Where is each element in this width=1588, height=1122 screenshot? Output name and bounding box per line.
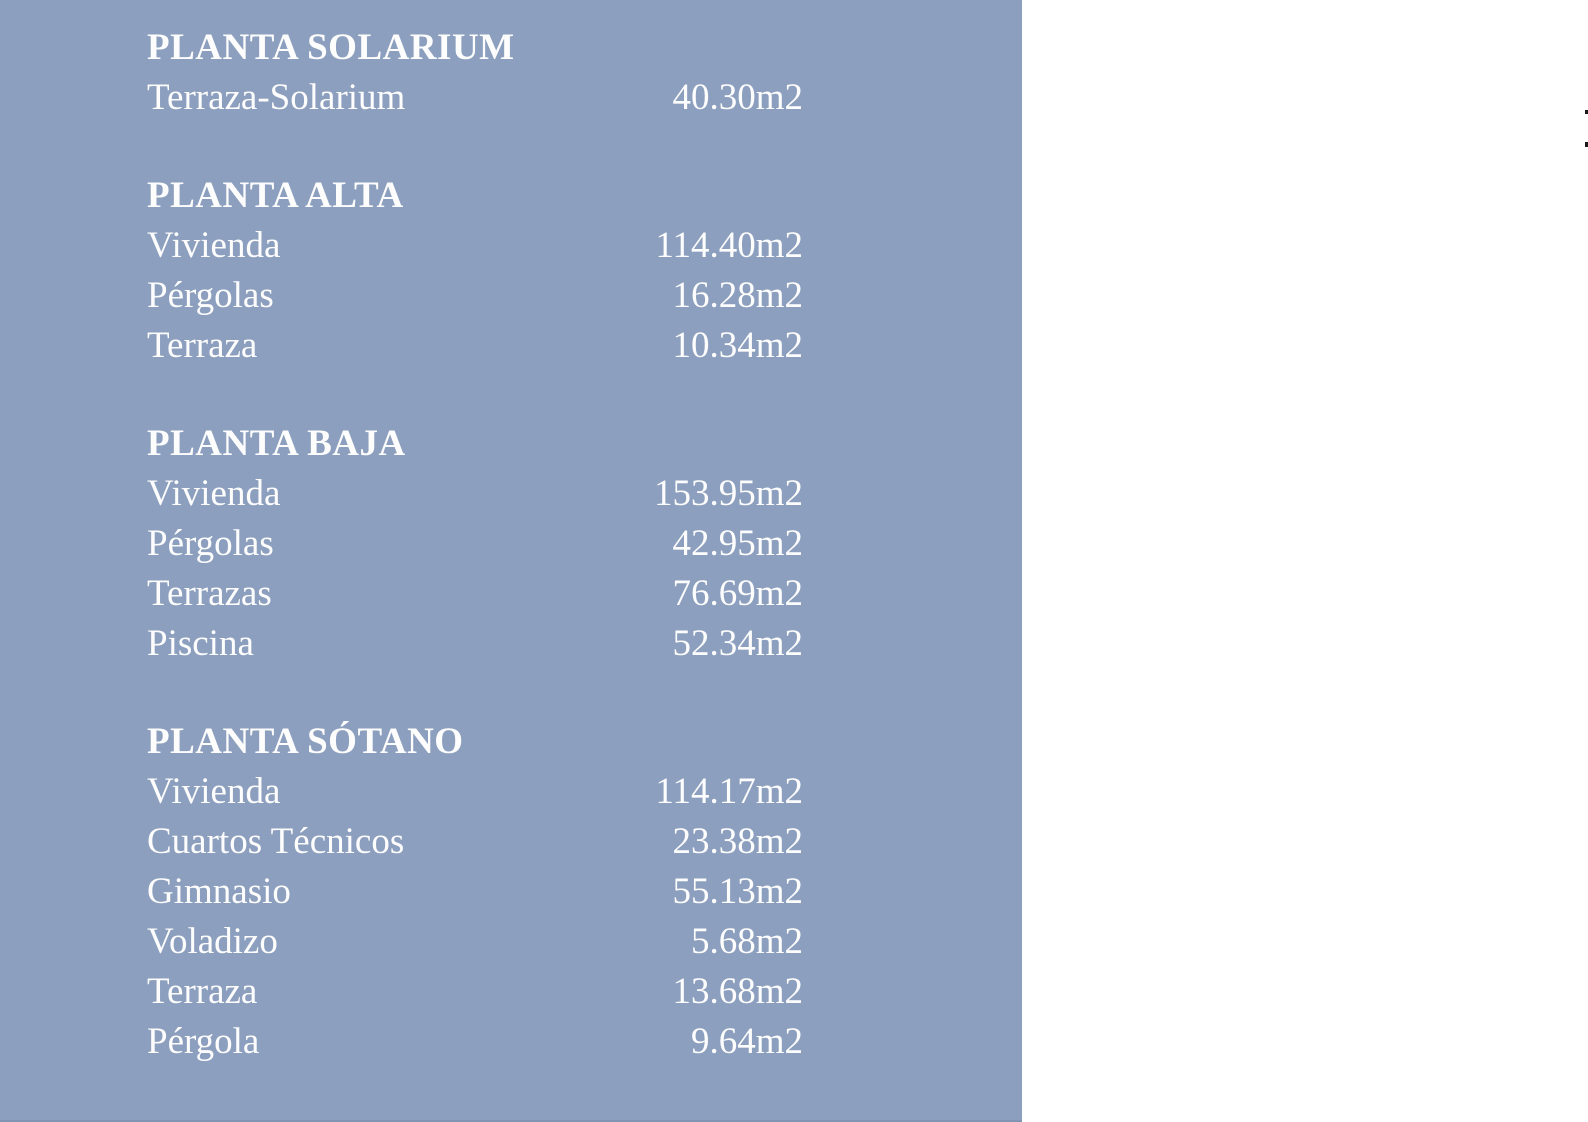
area-value: 40.30m2 [672,77,803,118]
area-value: 9.64m2 [690,1021,803,1062]
area-row [147,817,803,867]
area-label: Terraza [147,971,258,1012]
area-value: 114.40m2 [655,225,803,266]
area-label: Terraza-Solarium [147,77,406,118]
floor-section [147,717,803,1067]
area-value: 42.95m2 [672,523,803,564]
floor-section-rows [147,469,803,669]
area-row [147,221,803,271]
area-row [147,917,803,967]
area-row [147,767,803,817]
area-label: Pérgolas [147,275,274,316]
area-value: 52.34m2 [672,623,803,664]
floor-section-rows [147,767,803,1067]
floor-section-title: PLANTA ALTA [147,175,404,216]
floor-section-title: PLANTA SOLARIUM [147,27,515,68]
area-row [147,867,803,917]
area-label: Vivienda [147,225,281,266]
floor-section [147,171,803,371]
floor-section-rows [147,221,803,371]
floor-section-rows [147,73,803,123]
floor-section-title: PLANTA BAJA [147,423,406,464]
area-row [147,619,803,669]
area-row [147,967,803,1017]
area-value: 16.28m2 [672,275,803,316]
area-value: 76.69m2 [672,573,803,614]
area-label: Voladizo [147,921,278,962]
area-row [147,1017,803,1067]
floor-section [147,419,803,669]
area-row [147,271,803,321]
floor-section-title: PLANTA SÓTANO [147,721,464,762]
area-label: Vivienda [147,771,281,812]
area-value: 5.68m2 [690,921,803,962]
area-schedule-list [147,23,803,1067]
floor-section [147,23,803,123]
area-row [147,469,803,519]
area-row [147,569,803,619]
area-row [147,519,803,569]
area-value: 10.34m2 [672,325,803,366]
area-value: 153.95m2 [653,473,803,514]
area-label: Vivienda [147,473,281,514]
area-label: Gimnasio [147,871,291,912]
area-row [147,321,803,371]
area-label: Piscina [147,623,254,664]
area-value: 55.13m2 [672,871,803,912]
area-label: Pérgola [147,1021,260,1062]
area-row [147,73,803,123]
area-label: Terraza [147,325,258,366]
area-value: 114.17m2 [655,771,803,812]
area-label: Cuartos Técnicos [147,821,405,862]
area-value: 13.68m2 [672,971,803,1012]
area-label: Terrazas [147,573,272,614]
area-label: Pérgolas [147,523,274,564]
area-value: 23.38m2 [672,821,803,862]
